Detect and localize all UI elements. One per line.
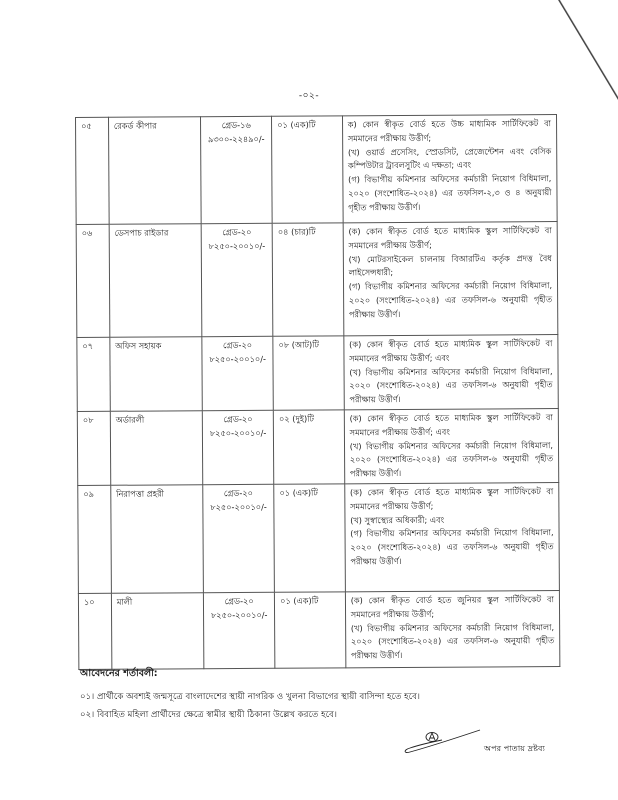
qualification-line: (খ) সুস্বাস্থ্যের অধিকারী; এবং — [350, 514, 445, 525]
post-quantity-cell: ০১ (এক)টি — [274, 484, 345, 592]
serial-number-cell: ০৫ — [76, 117, 110, 224]
table-row — [77, 335, 558, 412]
qualification-line: (গ) বিভাগীয় কমিশনার অফিসের কর্মচারী নিয়োগ বিধিমালা, ২০২০ (সংশোধিত-২০২৪) এর তফসিল-৬ অনুযায়ী গৃহীত পরীক্ষায় উত্তীর্ণ। — [350, 527, 554, 567]
serial-number-cell: ০৯ — [78, 485, 112, 593]
qualification-cell — [344, 483, 559, 592]
condition-item-1: ০১। প্রার্থীকে অবশ্যই জন্মসূত্রে বাংলাদেশের স্থায়ী নাগরিক ও খুলনা বিভাগের স্থায়ী বাসিন্দা হতে হবে। — [80, 692, 420, 702]
page-number: -০২- — [298, 91, 320, 101]
grade-label: গ্রেড-২০ — [222, 339, 253, 351]
post-quantity-cell: ০১ (এক)টি — [275, 592, 346, 668]
qualification-cell — [344, 409, 559, 484]
grade-label: গ্রেড-২০ — [222, 226, 252, 238]
qualification-line: (ক) কোন স্বীকৃত বোর্ড হতে মাধ্যমিক স্কুল সার্টিফিকেট বা সমমানের পরীক্ষায় উত্তীর্ণ; এবং — [349, 338, 553, 364]
table-row — [76, 115, 558, 225]
grade-label: গ্রেড-২০ — [224, 595, 254, 607]
qualification-cell — [342, 115, 557, 223]
conditions-heading: আবেদনের শর্তাবলী: — [80, 668, 158, 679]
table-row — [77, 409, 558, 486]
grade-scale-cell — [201, 116, 273, 223]
grade-scale-cell — [203, 484, 275, 592]
see-next-page-note: অপর পাতায় দ্রষ্টব্য — [484, 743, 545, 753]
qualification-line: (খ) ওয়ার্ড প্রসেসিং, স্প্রেডসিট, প্রেজেন্টেশন এবং বেসিক কম্পিউটার ট্রাবলসুটিং এ দক্ষতা; এবং — [347, 145, 552, 171]
table-row — [78, 591, 559, 670]
pay-scale-label: ৮২৫০-২০০১০/- — [210, 501, 267, 512]
grade-label: গ্রেড-১৬ — [221, 119, 251, 131]
grade-label: গ্রেড-২০ — [223, 413, 253, 425]
serial-number-cell: ০৬ — [76, 224, 110, 337]
qualification-cell — [343, 222, 558, 336]
post-quantity-cell: ০৪ (চার)টি — [272, 223, 343, 336]
qualification-line: (গ) বিভাগীয় কমিশনার অফিসের কর্মচারী নিয়োগ বিধিমালা, ২০২০ (সংশোধিত-২০২৪) এর তফসিল-২,৩ ও ৪ অনুযায়ী গৃহীত পরীক্ষায় উত্তীর্ণ। — [348, 173, 552, 213]
condition-item-2: ০২। বিবাহিত মহিলা প্রার্থীদের ক্ষেত্রে স্বামীর স্থায়ী ঠিকানা উল্লেখ করতে হবে। — [80, 710, 337, 720]
serial-number-cell: ১০ — [78, 593, 111, 669]
post-quantity-cell: ০২ (দুই)টি — [273, 410, 344, 484]
post-quantity-cell: ০১ (এক)টি — [272, 116, 343, 223]
table-row — [76, 222, 558, 338]
pay-scale-label: ৯৩০০-২২৪৯০/- — [207, 133, 265, 144]
post-name-cell: অর্ডারলী — [110, 411, 203, 486]
post-quantity-cell: ০৮ (আট)টি — [273, 336, 344, 410]
post-name-cell: নিরাপত্তা প্রহরী — [111, 485, 204, 594]
qualification-line: (ক) কোন স্বীকৃত বোর্ড হতে মাধ্যমিক স্কুল সার্টিফিকেট বা সমমানের পরীক্ষায় উত্তীর্ণ; — [350, 486, 554, 512]
qualification-line: ক) কোন স্বীকৃত বোর্ড হতে উচ্চ মাধ্যমিক সার্টিফিকেট বা সমমানের পরীক্ষায় উত্তীর্ণ; — [347, 118, 552, 144]
grade-scale-cell — [201, 223, 273, 336]
qualification-cell — [345, 591, 560, 668]
grade-scale-cell — [202, 336, 273, 410]
pay-scale-label: ৮২৫০-২০০১০/- — [209, 353, 266, 364]
serial-number-cell: ০৭ — [77, 337, 110, 411]
pay-scale-label: ৮২৫০-২০০১০/- — [209, 427, 267, 438]
signature-icon — [402, 728, 482, 756]
serial-number-cell: ০৮ — [77, 411, 110, 485]
qualification-line: (খ) বিভাগীয় কমিশনার অফিসের কর্মচারী নিয়োগ বিধিমালা, ২০২০ (সংশোধিত-২০২৪) এর তফসিল-৬ অনুযায়ী গৃহীত পরীক্ষায় উত্তীর্ণ। — [349, 439, 554, 479]
post-name-cell: অফিস সহায়ক — [110, 337, 203, 412]
qualification-line: (খ) বিভাগীয় কমিশনার অফিসের কর্মচারী নিয়োগ বিধিমালা, ২০২০ (সংশোধিত-২০২৪) এর তফসিল-৬ অনুযায়ী গৃহীত পরীক্ষায় উত্তীর্ণ। — [350, 621, 555, 661]
qualification-line: (গ) বিভাগীয় কমিশনার অফিসের কর্মচারী নিয়োগ বিধিমালা, ২০২০ (সংশোধিত-২০২৪) এর তফসিল-৬ অনুযায়ী গৃহীত পরীক্ষায় উত্তীর্ণ। — [348, 280, 553, 320]
pay-scale-label: ৮২৫০-২০০১০/- — [208, 240, 266, 251]
qualification-line: (ক) কোন স্বীকৃত বোর্ড হতে মাধ্যমিক স্কুল সার্টিফিকেট বা সমমানের পরীক্ষায় উত্তীর্ণ; — [348, 225, 552, 251]
grade-label: গ্রেড-২০ — [223, 487, 254, 499]
grade-scale-cell — [202, 410, 273, 484]
pay-scale-label: ৮২৫০-২০০১০/- — [210, 609, 268, 620]
qualification-line: (খ) বিভাগীয় কমিশনার অফিসের কর্মচারী নিয়োগ বিধিমালা, ২০২০ (সংশোধিত-২০২৪) এর তফসিল-৬ অনুযায়ী গৃহীত পরীক্ষায় উত্তীর্ণ। — [349, 365, 553, 405]
post-name-cell: রেকর্ড কীপার — [108, 117, 201, 225]
qualification-line: (ক) কোন স্বীকৃত বোর্ড হতে জুনিয়র স্কুল সার্টিফিকেট বা সমমানের পরীক্ষায় উত্তীর্ণ; — [350, 594, 554, 620]
table-row — [78, 483, 560, 594]
post-name-cell: মালী — [111, 593, 204, 670]
qualification-line: (ক) কোন স্বীকৃত বোর্ড হতে মাধ্যমিক স্কুল সার্টিফিকেট বা সমমানের পরীক্ষায় উত্তীর্ণ; এবং — [349, 412, 553, 438]
vacancy-table — [75, 114, 560, 670]
qualification-line: (খ) মোটরসাইকেল চালনায় বিআরটিএ কর্তৃক প্রদত্ত বৈধ লাইসেন্সধারী; — [348, 252, 552, 278]
folded-page-corner — [558, 0, 618, 100]
post-name-cell: ডেসপাচ রাইডার — [109, 224, 202, 338]
qualification-cell — [344, 335, 559, 410]
grade-scale-cell — [204, 592, 275, 668]
